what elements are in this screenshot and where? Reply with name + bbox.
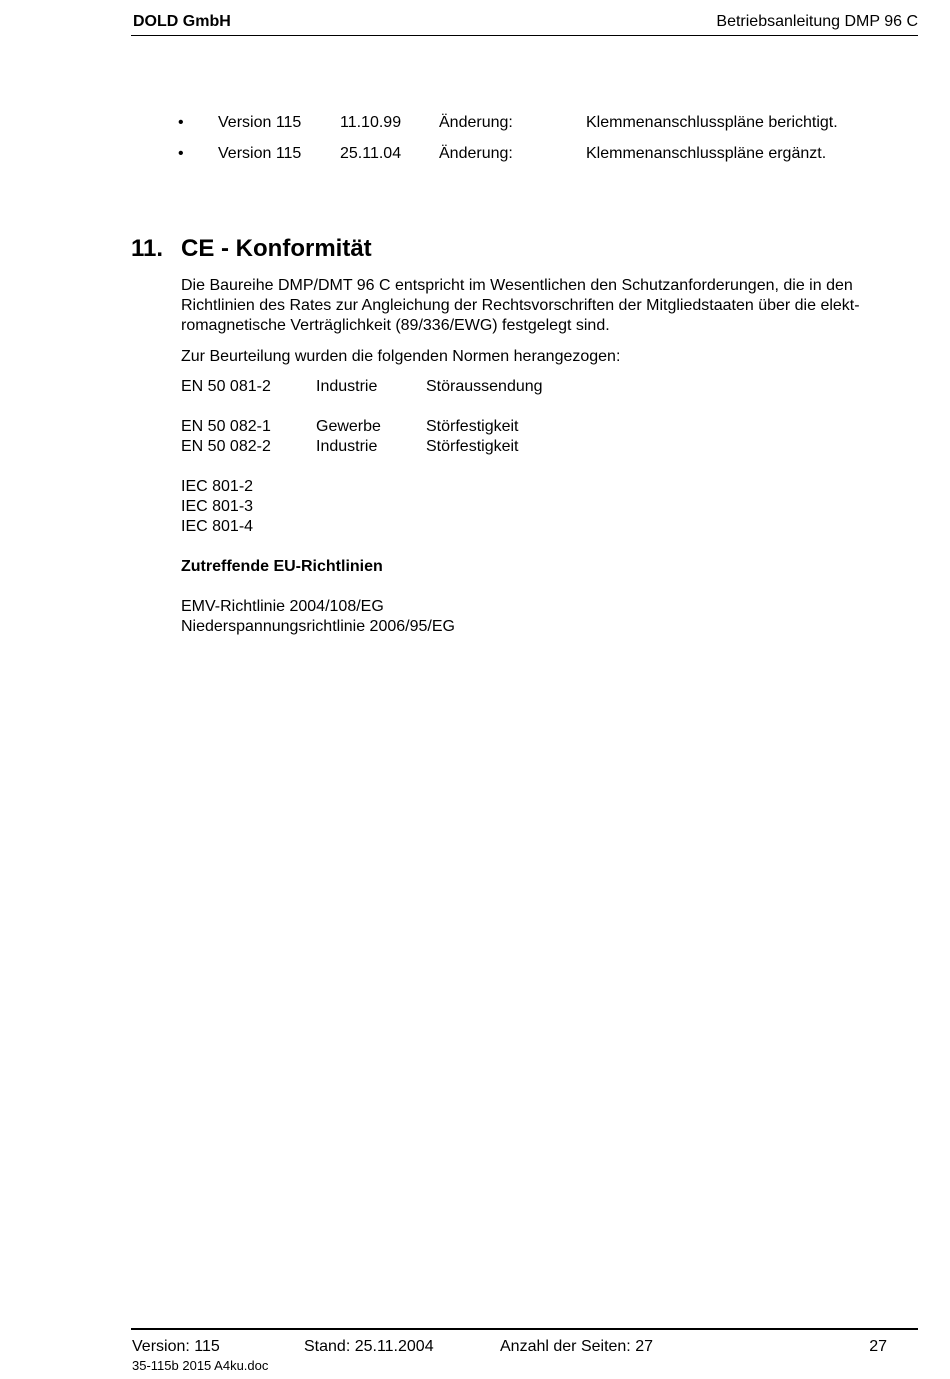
footer-page-number: 27 xyxy=(869,1338,887,1355)
iec-norm: IEC 801-2 xyxy=(181,478,254,495)
footer-divider xyxy=(131,1328,918,1330)
section-title: CE - Konformität xyxy=(181,235,372,262)
changelog-version: Version 115 xyxy=(218,145,302,162)
directives-heading: Zutreffende EU-Richtlinien xyxy=(181,558,383,575)
changelog-version: Version 115 xyxy=(218,114,302,131)
section-number: 11. xyxy=(131,235,164,262)
changelog-date: 25.11.04 xyxy=(340,145,402,162)
changelog-label: Änderung: xyxy=(439,145,513,162)
directive-item: Niederspannungsrichtlinie 2006/95/EG xyxy=(181,618,455,635)
norm-area: Industrie xyxy=(316,438,378,455)
changelog-text: Klemmenanschlusspläne ergänzt. xyxy=(586,145,827,162)
norm-code: EN 50 082-1 xyxy=(181,418,271,435)
footer-stand: Stand: 25.11.2004 xyxy=(304,1338,434,1355)
changelog-text: Klemmenanschlusspläne berichtigt. xyxy=(586,114,838,131)
norm-type: Störaussendung xyxy=(426,378,543,395)
iec-norm: IEC 801-4 xyxy=(181,518,254,535)
changelog-label: Änderung: xyxy=(439,114,513,131)
bullet-icon: • xyxy=(178,114,184,131)
footer-version: Version: 115 xyxy=(132,1338,220,1355)
norm-code: EN 50 082-2 xyxy=(181,438,271,455)
changelog-date: 11.10.99 xyxy=(340,114,402,131)
section-paragraph: Zur Beurteilung wurden die folgenden Normen herangezogen: xyxy=(181,348,621,365)
directive-item: EMV-Richtlinie 2004/108/EG xyxy=(181,598,384,615)
norm-area: Industrie xyxy=(316,378,378,395)
footer-page-count: Anzahl der Seiten: 27 xyxy=(500,1338,653,1355)
header-document-title: Betriebsanleitung DMP 96 C xyxy=(716,13,918,30)
bullet-icon: • xyxy=(178,145,184,162)
norm-code: EN 50 081-2 xyxy=(181,378,271,395)
norm-area: Gewerbe xyxy=(316,418,381,435)
section-paragraph: Die Baureihe DMP/DMT 96 C entspricht im Wesentlichen den Schutzanforderungen, die in den Richtlinien des Rates zur Angleichung der Rechtsvorschriften der Mitgliedstaaten über die elekt-romagnetische Verträglichkeit (89/336/EWG) festgelegt sind. xyxy=(181,277,860,334)
norm-type: Störfestigkeit xyxy=(426,418,519,435)
norm-type: Störfestigkeit xyxy=(426,438,519,455)
footer-file-name: 35-115b 2015 A4ku.doc xyxy=(132,1358,269,1373)
iec-norm: IEC 801-3 xyxy=(181,498,254,515)
header-company: DOLD GmbH xyxy=(133,13,231,30)
header-divider xyxy=(131,35,918,36)
